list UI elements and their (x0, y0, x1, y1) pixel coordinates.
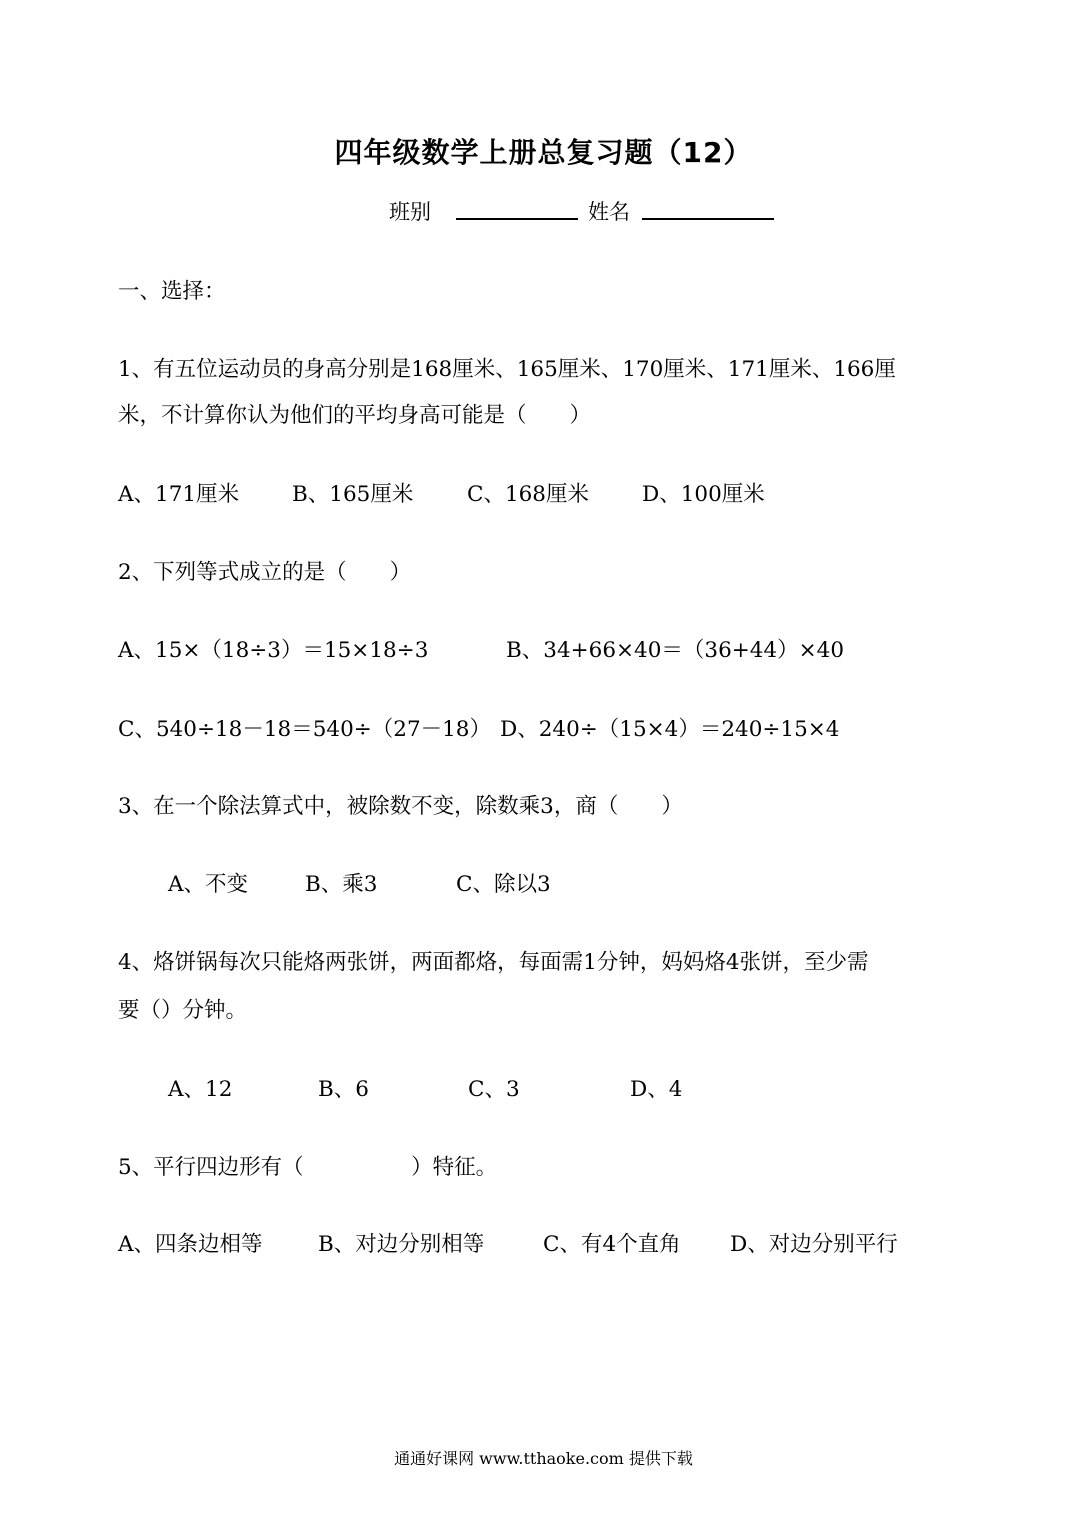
page-title: 四年级数学上册总复习题（12） (334, 136, 753, 169)
option-a[interactable]: A、12 (168, 1077, 233, 1102)
option-a[interactable]: A、不变 (168, 872, 249, 897)
option-d[interactable]: D、240÷（15×4）＝240÷15×4 (500, 717, 840, 742)
option-b[interactable]: B、6 (318, 1077, 369, 1102)
option-d[interactable]: D、对边分别平行 (730, 1232, 898, 1257)
question-text-line: 米，不计算你认为他们的平均身高可能是（ ） (118, 403, 592, 428)
option-c[interactable]: C、3 (468, 1077, 520, 1102)
question-text-line: 1、有五位运动员的身高分别是168厘米、165厘米、170厘米、171厘米、166厘 (118, 357, 896, 382)
option-c[interactable]: C、168厘米 (467, 482, 589, 507)
option-a[interactable]: A、15×（18÷3）＝15×18÷3 (118, 638, 429, 663)
name-blank-field[interactable] (642, 218, 774, 220)
option-b[interactable]: B、乘3 (305, 872, 378, 897)
name-label: 姓名 (588, 200, 630, 224)
footer-text: 通通好课网 www.tthaoke.com 提供下载 (394, 1449, 693, 1468)
question-text-line: 3、在一个除法算式中，被除数不变，除数乘3，商（ ） (118, 794, 683, 819)
class-blank-field[interactable] (456, 218, 578, 220)
option-b[interactable]: B、165厘米 (292, 482, 414, 507)
option-b[interactable]: B、对边分别相等 (318, 1232, 485, 1257)
option-b[interactable]: B、34+66×40＝（36+44）×40 (506, 638, 845, 663)
section-heading: 一、选择： (118, 279, 226, 304)
question-text-line: 5、平行四边形有（ ）特征。 (118, 1155, 498, 1180)
option-a[interactable]: A、四条边相等 (118, 1232, 263, 1257)
question-text-line: 2、下列等式成立的是（ ） (118, 560, 412, 585)
question-text-line: 要（）分钟。 (118, 998, 248, 1023)
option-a[interactable]: A、171厘米 (118, 482, 240, 507)
class-label: 班别 (389, 200, 431, 224)
option-c[interactable]: C、540÷18－18＝540÷（27－18） (118, 717, 491, 742)
question-text-line: 4、烙饼锅每次只能烙两张饼，两面都烙，每面需1分钟，妈妈烙4张饼，至少需 (118, 950, 869, 975)
option-d[interactable]: D、4 (630, 1077, 683, 1102)
option-d[interactable]: D、100厘米 (642, 482, 765, 507)
option-c[interactable]: C、除以3 (456, 872, 551, 897)
option-c[interactable]: C、有4个直角 (543, 1232, 681, 1257)
